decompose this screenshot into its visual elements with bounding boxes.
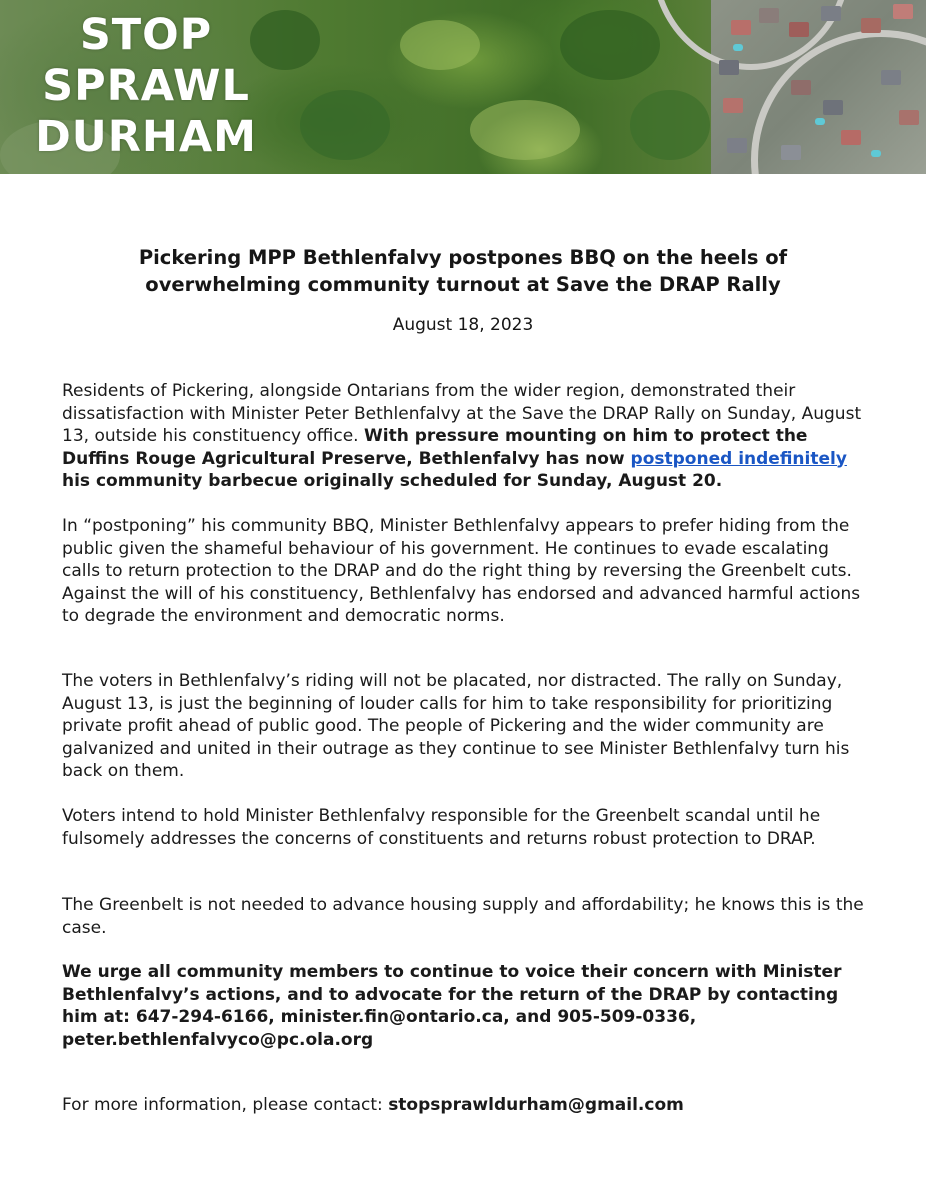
intro-bold-tail: his community barbecue originally scheduled for Sunday, August 20. (62, 471, 723, 491)
canopy-shape (400, 20, 480, 70)
pool (815, 118, 825, 125)
house (791, 80, 811, 95)
paragraph-intro (62, 380, 872, 493)
banner-title-line: STOP (79, 10, 213, 60)
pool (733, 44, 743, 51)
house (759, 8, 779, 23)
contact-label: For more information, please contact: (62, 1095, 389, 1115)
banner-title-line: SPRAWL (42, 61, 250, 111)
paragraph-voters: The voters in Bethlenfalvy’s riding will not be placated, nor distracted. The rally on Sunday, August 13, is just the beginning of louder calls for him to take responsibility for prioritizing private profit ahead of public good. The people of Pickering and the wider community are galvanized and united in their outrage as they continue to see Minister Bethlenfalvy turn his back on them. (62, 671, 850, 781)
house (719, 60, 739, 75)
banner-title-line: DURHAM (35, 112, 257, 162)
house (731, 20, 751, 35)
paragraph-greenbelt: The Greenbelt is not needed to advance housing supply and affordability; he knows this is the case. (62, 895, 864, 938)
paragraph-call-to-action: We urge all community members to continue to voice their concern with Minister Bethlenfalvy’s actions, and to advocate for the return of the DRAP by contacting him at: 647-294-6166, minister.fin@ontario.ca, and 905-509-0336, peter.bethlenfalvyco@pc.ola.org (62, 962, 842, 1050)
paragraph-responsibility: Voters intend to hold Minister Bethlenfalvy responsible for the Greenbelt scandal until he fulsomely addresses the concerns of constituents and returns robust protection to DRAP. (62, 806, 821, 849)
house (881, 70, 901, 85)
suburb-area (711, 0, 926, 174)
house (899, 110, 919, 125)
canopy-shape (630, 90, 710, 160)
contact-line (62, 1094, 872, 1117)
house (781, 145, 801, 160)
house (727, 138, 747, 153)
house (823, 100, 843, 115)
house (723, 98, 743, 113)
header-banner (0, 0, 926, 174)
banner-logo-title (26, 10, 266, 163)
house (821, 6, 841, 21)
pool (871, 150, 881, 157)
house (893, 4, 913, 19)
canopy-shape (300, 90, 390, 160)
intro-text: Residents of Pickering, alongside Ontarians from the wider region, demonstrated their dissatisfaction with Minister Peter Bethlenfalvy at the Save the DRAP Rally on Sunday, August 13, outside his constituency office. (62, 381, 862, 446)
house (841, 130, 861, 145)
house (789, 22, 809, 37)
canopy-shape (560, 10, 660, 80)
paragraph-postponing: In “postponing” his community BBQ, Minister Bethlenfalvy appears to prefer hiding from the public given the shameful behaviour of his government. He continues to evade escalating calls to return protection to the DRAP and do the right thing by reversing the Greenbelt cuts. Against the will of his constituency, Bethlenfalvy has endorsed and advanced harmful actions to degrade the environment and democratic norms. (62, 516, 861, 626)
contact-email: stopsprawldurham@gmail.com (388, 1095, 684, 1115)
intro-bold-lead: With pressure mounting on him to protect the Duffins Rouge Agricultural Preserve, Bethlenfalvy has now (62, 426, 808, 469)
house (861, 18, 881, 33)
postponed-indefinitely-link[interactable]: postponed indefinitely (630, 448, 847, 469)
release-date: August 18, 2023 (392, 315, 534, 335)
canopy-shape (470, 100, 580, 160)
press-release-headline: Pickering MPP Bethlenfalvy postpones BBQ on the heels of overwhelming community turnout at Save the DRAP Rally (138, 246, 788, 296)
